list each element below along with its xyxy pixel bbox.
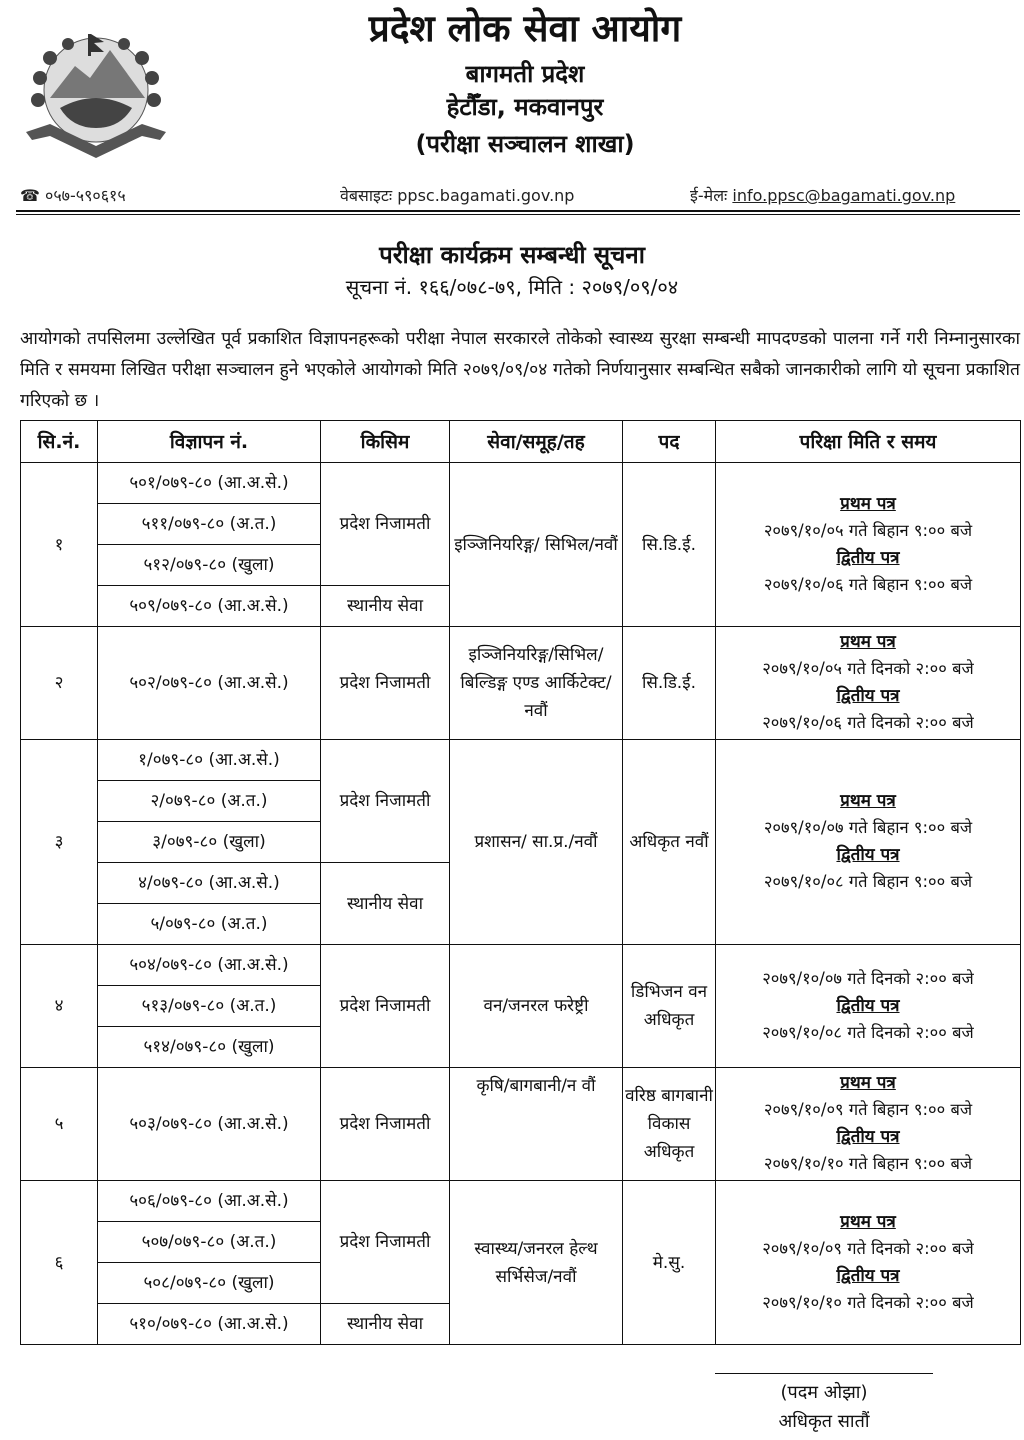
col-header-ad-no: विज्ञापन नं.	[98, 421, 321, 463]
table-row	[21, 740, 1021, 781]
ad-number: ५०२/०७९-८० (आ.अ.से.)	[98, 627, 321, 740]
first-paper-label: प्रथम पत्र	[840, 791, 896, 811]
type-cell: स्थानीय सेवा	[321, 863, 450, 945]
exam-schedule-table	[20, 420, 1021, 1345]
signatory-title: अधिकृत सातौं	[778, 1411, 870, 1432]
exam-date-cell	[716, 740, 1021, 945]
notice-number-date: सूचना नं. १६६/०७८-७९, मिति : २०७९/०९/०४	[345, 275, 679, 299]
header-divider	[16, 210, 1020, 212]
type-cell: प्रदेश निजामती	[321, 1181, 450, 1304]
ad-number: १/०७९-८० (आ.अ.से.)	[98, 740, 321, 781]
ad-number: ५/०७९-८० (अ.त.)	[98, 904, 321, 945]
exam-date-cell	[716, 1068, 1021, 1181]
serial-number: १	[21, 463, 98, 627]
service-cell: कृषि/बागबानी/न वौं	[450, 1068, 623, 1181]
signature-line	[715, 1373, 933, 1374]
second-paper-label: द्वितीय पत्र	[836, 996, 900, 1016]
second-paper-date: २०७९/१०/०६ गते दिनको २:०० बजे	[762, 713, 974, 732]
nepal-emblem-logo	[20, 28, 172, 166]
office-location: हेटौँडा, मकवानपुर	[446, 93, 604, 121]
ad-number: ४/०७९-८० (आ.अ.से.)	[98, 863, 321, 904]
notice-body: आयोगको तपसिलमा उल्लेखित पूर्व प्रकाशित विज्ञापनहरूको परीक्षा नेपाल सरकारले तोकेको स्वास्थ्य सुरक्षा सम्बन्धी मापदण्डको पालना गर्ने गरी निम्नानुसारका मिति र समयमा लिखित परीक्षा सञ्चालन हुने भएकोले आयोगको मिति २०७९/०९/०४ गतेको निर्णयानुसार सम्बन्धित सबैको जानकारीको लागि यो सूचना प्रकाशित गरिएको छ ।	[20, 329, 1020, 411]
serial-number: ३	[21, 740, 98, 945]
second-paper-label: द्वितीय पत्र	[836, 547, 900, 568]
phone-number: ०५७-५९०६१५	[45, 186, 126, 205]
service-cell: स्वास्थ्य/जनरल हेल्थ सर्भिसेज/नवौं	[450, 1181, 623, 1345]
province-name: बागमती प्रदेश	[465, 60, 585, 88]
second-paper-date: २०७९/१०/०६ गते बिहान ९:०० बजे	[763, 574, 973, 594]
first-paper-label: प्रथम पत्र	[840, 1073, 896, 1093]
col-header-post: पद	[623, 421, 716, 463]
type-cell: प्रदेश निजामती	[321, 945, 450, 1068]
email-contact	[690, 185, 955, 207]
first-paper-date: २०७९/१०/०७ गते दिनको २:०० बजे	[762, 969, 974, 988]
post-cell: सि.डि.ई.	[623, 463, 716, 627]
ad-number: ५११/०७९-८० (अ.त.)	[98, 504, 321, 545]
service-cell: वन/जनरल फरेष्ट्री	[450, 945, 623, 1068]
ad-number: ५१३/०७९-८० (अ.त.)	[98, 986, 321, 1027]
phone-contact	[20, 185, 126, 207]
ad-number: ५१२/०७९-८० (खुला)	[98, 545, 321, 586]
ad-number: ५०३/०७९-८० (आ.अ.से.)	[98, 1068, 321, 1181]
telephone-icon: ☎	[20, 186, 40, 205]
service-cell: प्रशासन/ सा.प्र./नवौं	[450, 740, 623, 945]
second-paper-label: द्वितीय पत्र	[836, 845, 900, 865]
ad-number: ५०७/०७९-८० (अ.त.)	[98, 1222, 321, 1263]
header-divider-thin	[16, 214, 1020, 215]
website-label: वेबसाइटः	[340, 186, 393, 205]
serial-number: ५	[21, 1068, 98, 1181]
second-paper-label: द्वितीय पत्र	[836, 1265, 900, 1286]
website-link[interactable]: ppsc.bagamati.gov.np	[397, 186, 575, 205]
exam-date-cell	[716, 1181, 1021, 1345]
type-cell: स्थानीय सेवा	[321, 1304, 450, 1345]
ad-number: ५१०/०७९-८० (आ.अ.से.)	[98, 1304, 321, 1345]
type-cell: स्थानीय सेवा	[321, 586, 450, 627]
first-paper-label: प्रथम पत्र	[840, 493, 896, 514]
email-link[interactable]: info.ppsc@bagamati.gov.np	[732, 186, 956, 205]
first-paper-date: २०७९/१०/०७ गते बिहान ९:०० बजे	[763, 818, 973, 837]
exam-date-cell	[716, 463, 1021, 627]
ad-number: ३/०७९-८० (खुला)	[98, 822, 321, 863]
first-paper-date: २०७९/१०/०५ गते बिहान ९:०० बजे	[763, 520, 973, 540]
website-contact	[340, 185, 574, 207]
ad-number: ५०९/०७९-८० (आ.अ.से.)	[98, 586, 321, 627]
first-paper-date: २०७९/१०/०९ गते बिहान ९:०० बजे	[763, 1100, 973, 1119]
post-cell: मे.सु.	[623, 1181, 716, 1345]
second-paper-date: २०७९/१०/१० गते बिहान ९:०० बजे	[763, 1154, 973, 1173]
ad-number: ५०१/०७९-८० (आ.अ.से.)	[98, 463, 321, 504]
second-paper-label: द्वितीय पत्र	[836, 686, 900, 706]
org-name: प्रदेश लोक सेवा आयोग	[368, 7, 682, 50]
ad-number: ५०६/०७९-८० (आ.अ.से.)	[98, 1181, 321, 1222]
first-paper-label: प्रथम पत्र	[840, 1211, 896, 1232]
col-header-type: किसिम	[321, 421, 450, 463]
table-row	[21, 627, 1021, 740]
col-header-sn: सि.नं.	[21, 421, 98, 463]
second-paper-label: द्वितीय पत्र	[836, 1127, 900, 1147]
second-paper-date: २०७९/१०/०८ गते बिहान ९:०० बजे	[763, 872, 973, 891]
service-cell: इञ्जिनियरिङ्ग/सिभिल/ बिल्डिङ्ग एण्ड आर्किटेक्ट/नवौं	[450, 627, 623, 740]
ad-number: ५०८/०७९-८० (खुला)	[98, 1263, 321, 1304]
notice-title: परीक्षा कार्यक्रम सम्बन्धी सूचना	[379, 241, 645, 269]
table-row	[21, 945, 1021, 986]
post-cell: डिभिजन वन अधिकृत	[623, 945, 716, 1068]
exam-date-cell	[716, 945, 1021, 1068]
first-paper-date: २०७९/१०/०९ गते दिनको २:०० बजे	[762, 1238, 974, 1258]
service-cell: इञ्जिनियरिङ्ग/ सिभिल/नवौं	[450, 463, 623, 627]
serial-number: २	[21, 627, 98, 740]
post-cell: अधिकृत नवौं	[623, 740, 716, 945]
table-row	[21, 463, 1021, 504]
table-row	[21, 1068, 1021, 1181]
ad-number: ५०४/०७९-८० (आ.अ.से.)	[98, 945, 321, 986]
first-paper-label: प्रथम पत्र	[840, 632, 896, 652]
col-header-exam-date: परिक्षा मिति र समय	[716, 421, 1021, 463]
ad-number: ५१४/०७९-८० (खुला)	[98, 1027, 321, 1068]
post-cell: सि.डि.ई.	[623, 627, 716, 740]
exam-date-cell	[716, 627, 1021, 740]
ad-number: २/०७९-८० (अ.त.)	[98, 781, 321, 822]
serial-number: ४	[21, 945, 98, 1068]
type-cell: प्रदेश निजामती	[321, 463, 450, 586]
type-cell: प्रदेश निजामती	[321, 1068, 450, 1181]
first-paper-date: २०७९/१०/०५ गते दिनको २:०० बजे	[762, 659, 974, 678]
col-header-service: सेवा/समूह/तह	[450, 421, 623, 463]
table-row	[21, 1181, 1021, 1222]
post-cell: वरिष्ठ बागबानी विकास अधिकृत	[623, 1068, 716, 1181]
second-paper-date: २०७९/१०/१० गते दिनको २:०० बजे	[762, 1292, 974, 1312]
type-cell: प्रदेश निजामती	[321, 740, 450, 863]
second-paper-date: २०७९/१०/०८ गते दिनको २:०० बजे	[762, 1023, 974, 1042]
email-label: ई-मेलः	[690, 186, 728, 205]
type-cell: प्रदेश निजामती	[321, 627, 450, 740]
serial-number: ६	[21, 1181, 98, 1345]
branch-name: (परीक्षा सञ्चालन शाखा)	[415, 130, 635, 158]
signatory-name: (पदम ओझा)	[780, 1382, 868, 1403]
table-header-row	[21, 421, 1021, 463]
